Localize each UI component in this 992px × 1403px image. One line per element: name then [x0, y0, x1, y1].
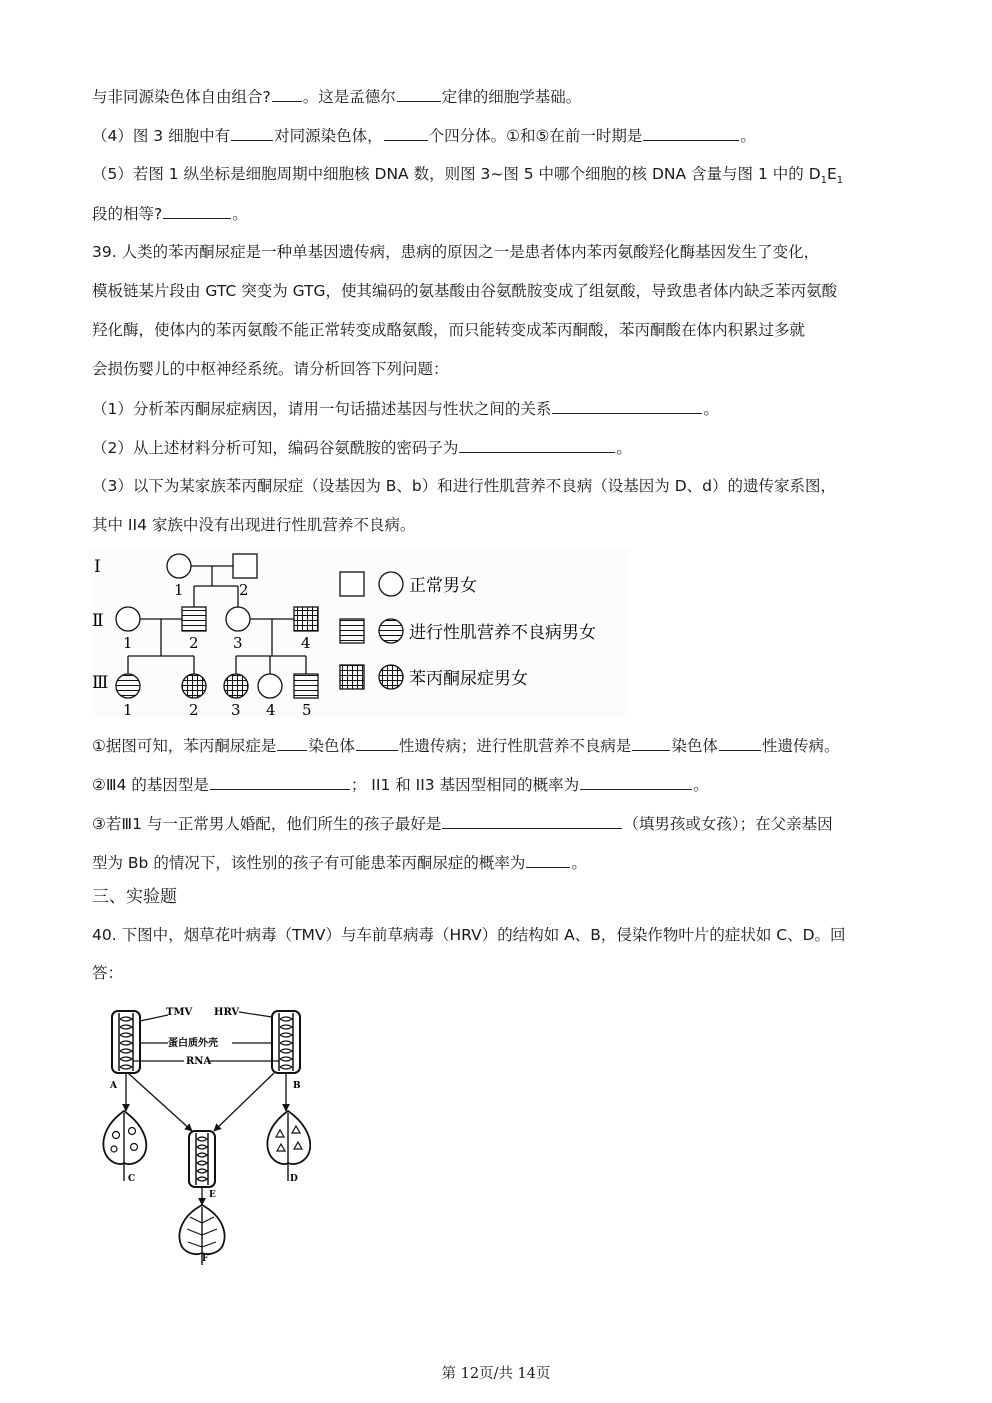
virus-infection-diagram: [96, 1003, 311, 1265]
text: （4）图 3 细胞中有: [92, 127, 231, 145]
id-label: 2: [189, 701, 199, 718]
text: 段的相等?: [92, 205, 163, 223]
label-D: D: [290, 1174, 298, 1184]
III2-female-pku: [182, 674, 206, 698]
id-label: 4: [266, 701, 276, 718]
answer-blank[interactable]: [643, 125, 739, 141]
pedigree-chart: [90, 548, 630, 718]
text: ； II1 和 II3 基因型相同的概率为: [350, 776, 580, 794]
II4-male-pku: [294, 607, 318, 631]
label-C: C: [128, 1174, 136, 1184]
text: 染色体: [308, 737, 355, 755]
q39-sub1: [92, 398, 719, 419]
label-E: E: [209, 1190, 216, 1200]
virus-B-hrv: [272, 1011, 300, 1073]
text: 。: [693, 776, 709, 794]
q39-sub3: （3）以下为某家族苯丙酮尿症（设基因为 B、b）和进行性肌营养不良病（设基因为 D、d）的遗传家系图，: [92, 477, 836, 495]
q39-sub3-cont: 其中 II4 家族中没有出现进行性肌营养不良病。: [92, 516, 416, 534]
id-label: 1: [123, 634, 133, 652]
answer-blank[interactable]: [356, 735, 398, 751]
page-footer: 第 12页/共 14页: [441, 1366, 551, 1382]
legend-pku: 苯丙酮尿症男女: [409, 669, 528, 689]
q39-para3: 羟化酶，使体内的苯丙氨酸不能正常转变成酪氨酸，而只能转变成苯丙酮酸，苯丙酮酸在体内积累过多就: [92, 321, 806, 339]
answer-blank[interactable]: [163, 203, 231, 219]
text: E: [827, 165, 837, 183]
text: 个四分体。①和⑤在前一时期是: [428, 127, 643, 145]
section-heading: 三、实验题: [92, 887, 177, 907]
text: 性遗传病。: [761, 737, 840, 755]
virus-E-hybrid: [189, 1131, 215, 1187]
q38-part4: [92, 125, 756, 146]
text: 对同源染色体，: [274, 127, 383, 145]
II3-female: [226, 607, 250, 631]
q39-sub2: [92, 437, 632, 458]
id-label: 1: [174, 581, 184, 599]
id-label: 2: [239, 581, 249, 599]
text: ①据图可知，苯丙酮尿症是: [92, 737, 277, 755]
answer-blank[interactable]: [632, 735, 670, 751]
q40-para1: 40. 下图中，烟草花叶病毒（TMV）与车前草病毒（HRV）的结构如 A、B，侵染作物叶片的症状如 C、D。回: [92, 926, 846, 944]
text: 性遗传病；进行性肌营养不良病是: [398, 737, 632, 755]
answer-blank[interactable]: [526, 852, 570, 868]
answer-blank[interactable]: [442, 813, 622, 829]
text: 。: [616, 439, 632, 457]
subscript: 1: [820, 175, 827, 187]
answer-blank[interactable]: [552, 398, 702, 414]
legend-dmd: 进行性肌营养不良病男女: [409, 623, 596, 643]
q38-line1: [92, 86, 581, 107]
answer-blank[interactable]: [719, 735, 761, 751]
I2-male: [233, 554, 257, 578]
id-label: 3: [231, 701, 241, 718]
text: （2）从上述材料分析可知，编码谷氨酰胺的密码子为: [92, 439, 459, 457]
text: 定律的细胞学基础。: [441, 88, 582, 106]
III5-male-dmd: [294, 674, 318, 698]
virus-A-tmv: [112, 1011, 140, 1073]
II1-female: [116, 607, 140, 631]
text: （填男孩或女孩）；在父亲基因: [623, 815, 833, 833]
III1-female-dmd: [116, 674, 140, 698]
leaf-D: [267, 1111, 310, 1181]
id-label: 4: [301, 634, 311, 652]
answer-blank[interactable]: [272, 86, 302, 102]
answer-blank[interactable]: [397, 86, 441, 102]
III4-female: [258, 674, 282, 698]
text: （5）若图 1 纵坐标是细胞周期中细胞核 DNA 数，则图 3~图 5 中哪个细胞的核 DNA 含量与图 1 中的 D: [92, 165, 821, 183]
answer-blank[interactable]: [459, 437, 615, 453]
text: 与非同源染色体自由组合?: [92, 88, 271, 106]
q38-part5: [92, 164, 843, 191]
id-label: 1: [123, 701, 133, 718]
id-label: 3: [233, 634, 243, 652]
q38-part5-cont: [92, 203, 248, 224]
text: 。: [740, 127, 756, 145]
label-rna: RNA: [186, 1056, 212, 1067]
text: 染色体: [671, 737, 718, 755]
text: 。: [571, 854, 587, 872]
answer-blank[interactable]: [231, 125, 273, 141]
III3-female-pku: [224, 674, 248, 698]
q39-para1: 39. 人类的苯丙酮尿症是一种单基因遗传病，患病的原因之一是患者体内苯丙氨酸羟化酶基因发生了变化，: [92, 243, 820, 261]
id-label: 5: [302, 701, 312, 718]
text: 型为 Bb 的情况下，该性别的孩子有可能患苯丙酮尿症的概率为: [92, 854, 526, 872]
label-hrv: HRV: [214, 1007, 240, 1018]
text: 。: [232, 205, 248, 223]
id-label: 2: [189, 634, 199, 652]
text: （1）分析苯丙酮尿症病因，请用一句话描述基因与性状之间的关系: [92, 400, 552, 418]
q39-q3-cont: [92, 852, 587, 873]
q39-q3: [92, 813, 833, 834]
label-protein-coat: 蛋白质外壳: [168, 1038, 218, 1049]
legend-normal: 正常男女: [409, 576, 477, 596]
answer-blank[interactable]: [580, 774, 692, 790]
generation-label: Ⅱ: [92, 611, 104, 631]
I1-female: [167, 554, 191, 578]
answer-blank[interactable]: [210, 774, 350, 790]
answer-blank[interactable]: [384, 125, 428, 141]
q39-para4: 会损伤婴儿的中枢神经系统。请分析回答下列问题：: [92, 360, 449, 378]
text: ②Ⅲ4 的基因型是: [92, 776, 209, 794]
answer-blank[interactable]: [277, 735, 307, 751]
generation-label: Ⅲ: [92, 673, 109, 693]
II2-male-dmd: [182, 607, 206, 631]
label-F: F: [202, 1254, 209, 1264]
generation-label: I: [94, 557, 101, 577]
text: 。: [703, 400, 719, 418]
q39-q1: [92, 735, 839, 756]
q39-q2: [92, 774, 709, 795]
subscript: 1: [836, 175, 844, 187]
label-A: A: [110, 1081, 117, 1091]
q40-para2: 答：: [92, 964, 124, 982]
text: ③若Ⅲ1 与一正常男人婚配，他们所生的孩子最好是: [92, 815, 442, 833]
label-tmv: TMV: [166, 1007, 193, 1018]
q39-para2: 模板链某片段由 GTC 突变为 GTG，使其编码的氨基酸由谷氨酰胺变成了组氨酸，导致患者体内缺乏苯丙氨酸: [92, 282, 838, 300]
leaf-C: [103, 1111, 146, 1181]
label-B: B: [293, 1081, 301, 1091]
text: 。这是孟德尔: [302, 88, 396, 106]
